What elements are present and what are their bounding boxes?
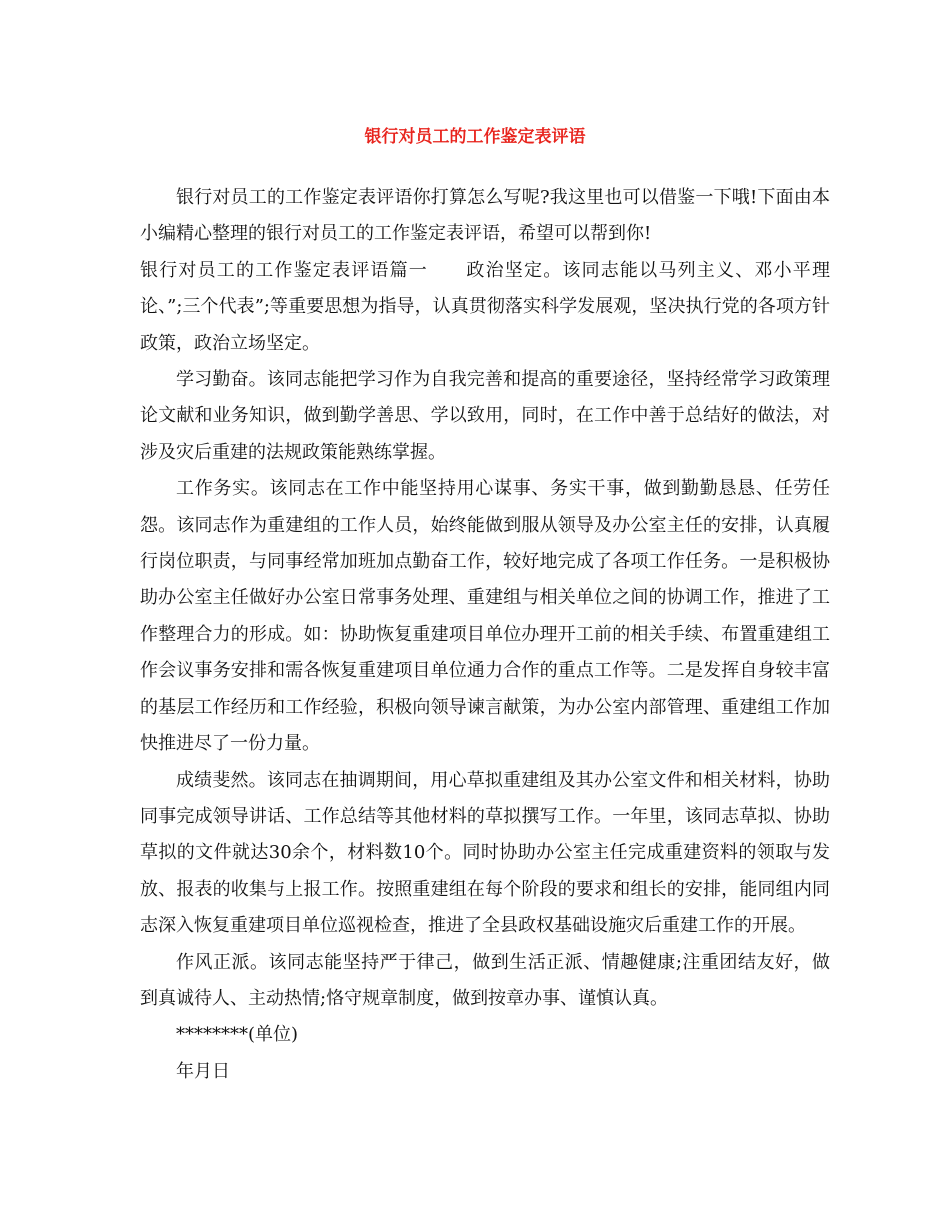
paragraph-political: 银行对员工的工作鉴定表评语篇一 政治坚定。该同志能以马列主义、邓小平理论、”;三个代表”;等重要思想为指导，认真贯彻落实科学发展观，坚决执行党的各项方针政策，政治立场坚定。 xyxy=(140,259,830,354)
paragraph-intro: 银行对员工的工作鉴定表评语你打算怎么写呢?我这里也可以借鉴一下哦!下面由本小编精心整理的银行对员工的工作鉴定表评语，希望可以帮到你! xyxy=(140,187,830,245)
paragraph-work: 工作务实。该同志在工作中能坚持用心谋事、务实干事，做到勤勤恳恳、任劳任怨。该同志作为重建组的工作人员，始终能做到服从领导及办公室主任的安排，认真履行岗位职责，与同事经常加班加点勤奋工作，较好地完成了各项工作任务。一是积极协助办公室主任做好办公室日常事务处理、重建组与相关单位之间的协调工作，推进了工作整理合力的形成。如：协助恢复重建项目单位办理开工前的相关手续、布置重建组工作会议事务安排和需各恢复重建项目单位通力合作的重点工作等。二是发挥自身较丰富的基层工作经历和工作经验，积极向领导谏言献策，为办公室内部管理、重建组工作加快推进尽了一份力量。 xyxy=(140,478,830,755)
paragraph-achievement: 成绩斐然。该同志在抽调期间，用心草拟重建组及其办公室文件和相关材料，协助同事完成领导讲话、工作总结等其他材料的草拟撰写工作。一年里，该同志草拟、协助草拟的文件就达30余个，材料数10个。同时协助办公室主任完成重建资料的领取与发放、报表的收集与上报工作。按照重建组在每个阶段的要求和组长的安排，能同组内同志深入恢复重建项目单位巡视检查，推进了全县政权基础设施灾后重建工作的开展。 xyxy=(140,769,830,937)
signature-date: 年月日 xyxy=(176,1060,230,1082)
paragraph-study: 学习勤奋。该同志能把学习作为自我完善和提高的重要途径，坚持经常学习政策理论文献和业务知识，做到勤学善思、学以致用，同时，在工作中善于总结好的做法，对涉及灾后重建的法规政策能熟练掌握。 xyxy=(140,369,830,463)
signature-unit: ********(单位) xyxy=(176,1024,299,1046)
document-title: 银行对员工的工作鉴定表评语 xyxy=(364,127,586,147)
paragraph-conduct: 作风正派。该同志能坚持严于律己，做到生活正派、情趣健康;注重团结友好，做到真诚待人、主动热情;恪守规章制度，做到按章办事、谨慎认真。 xyxy=(140,951,830,1009)
document-body xyxy=(140,180,830,1090)
